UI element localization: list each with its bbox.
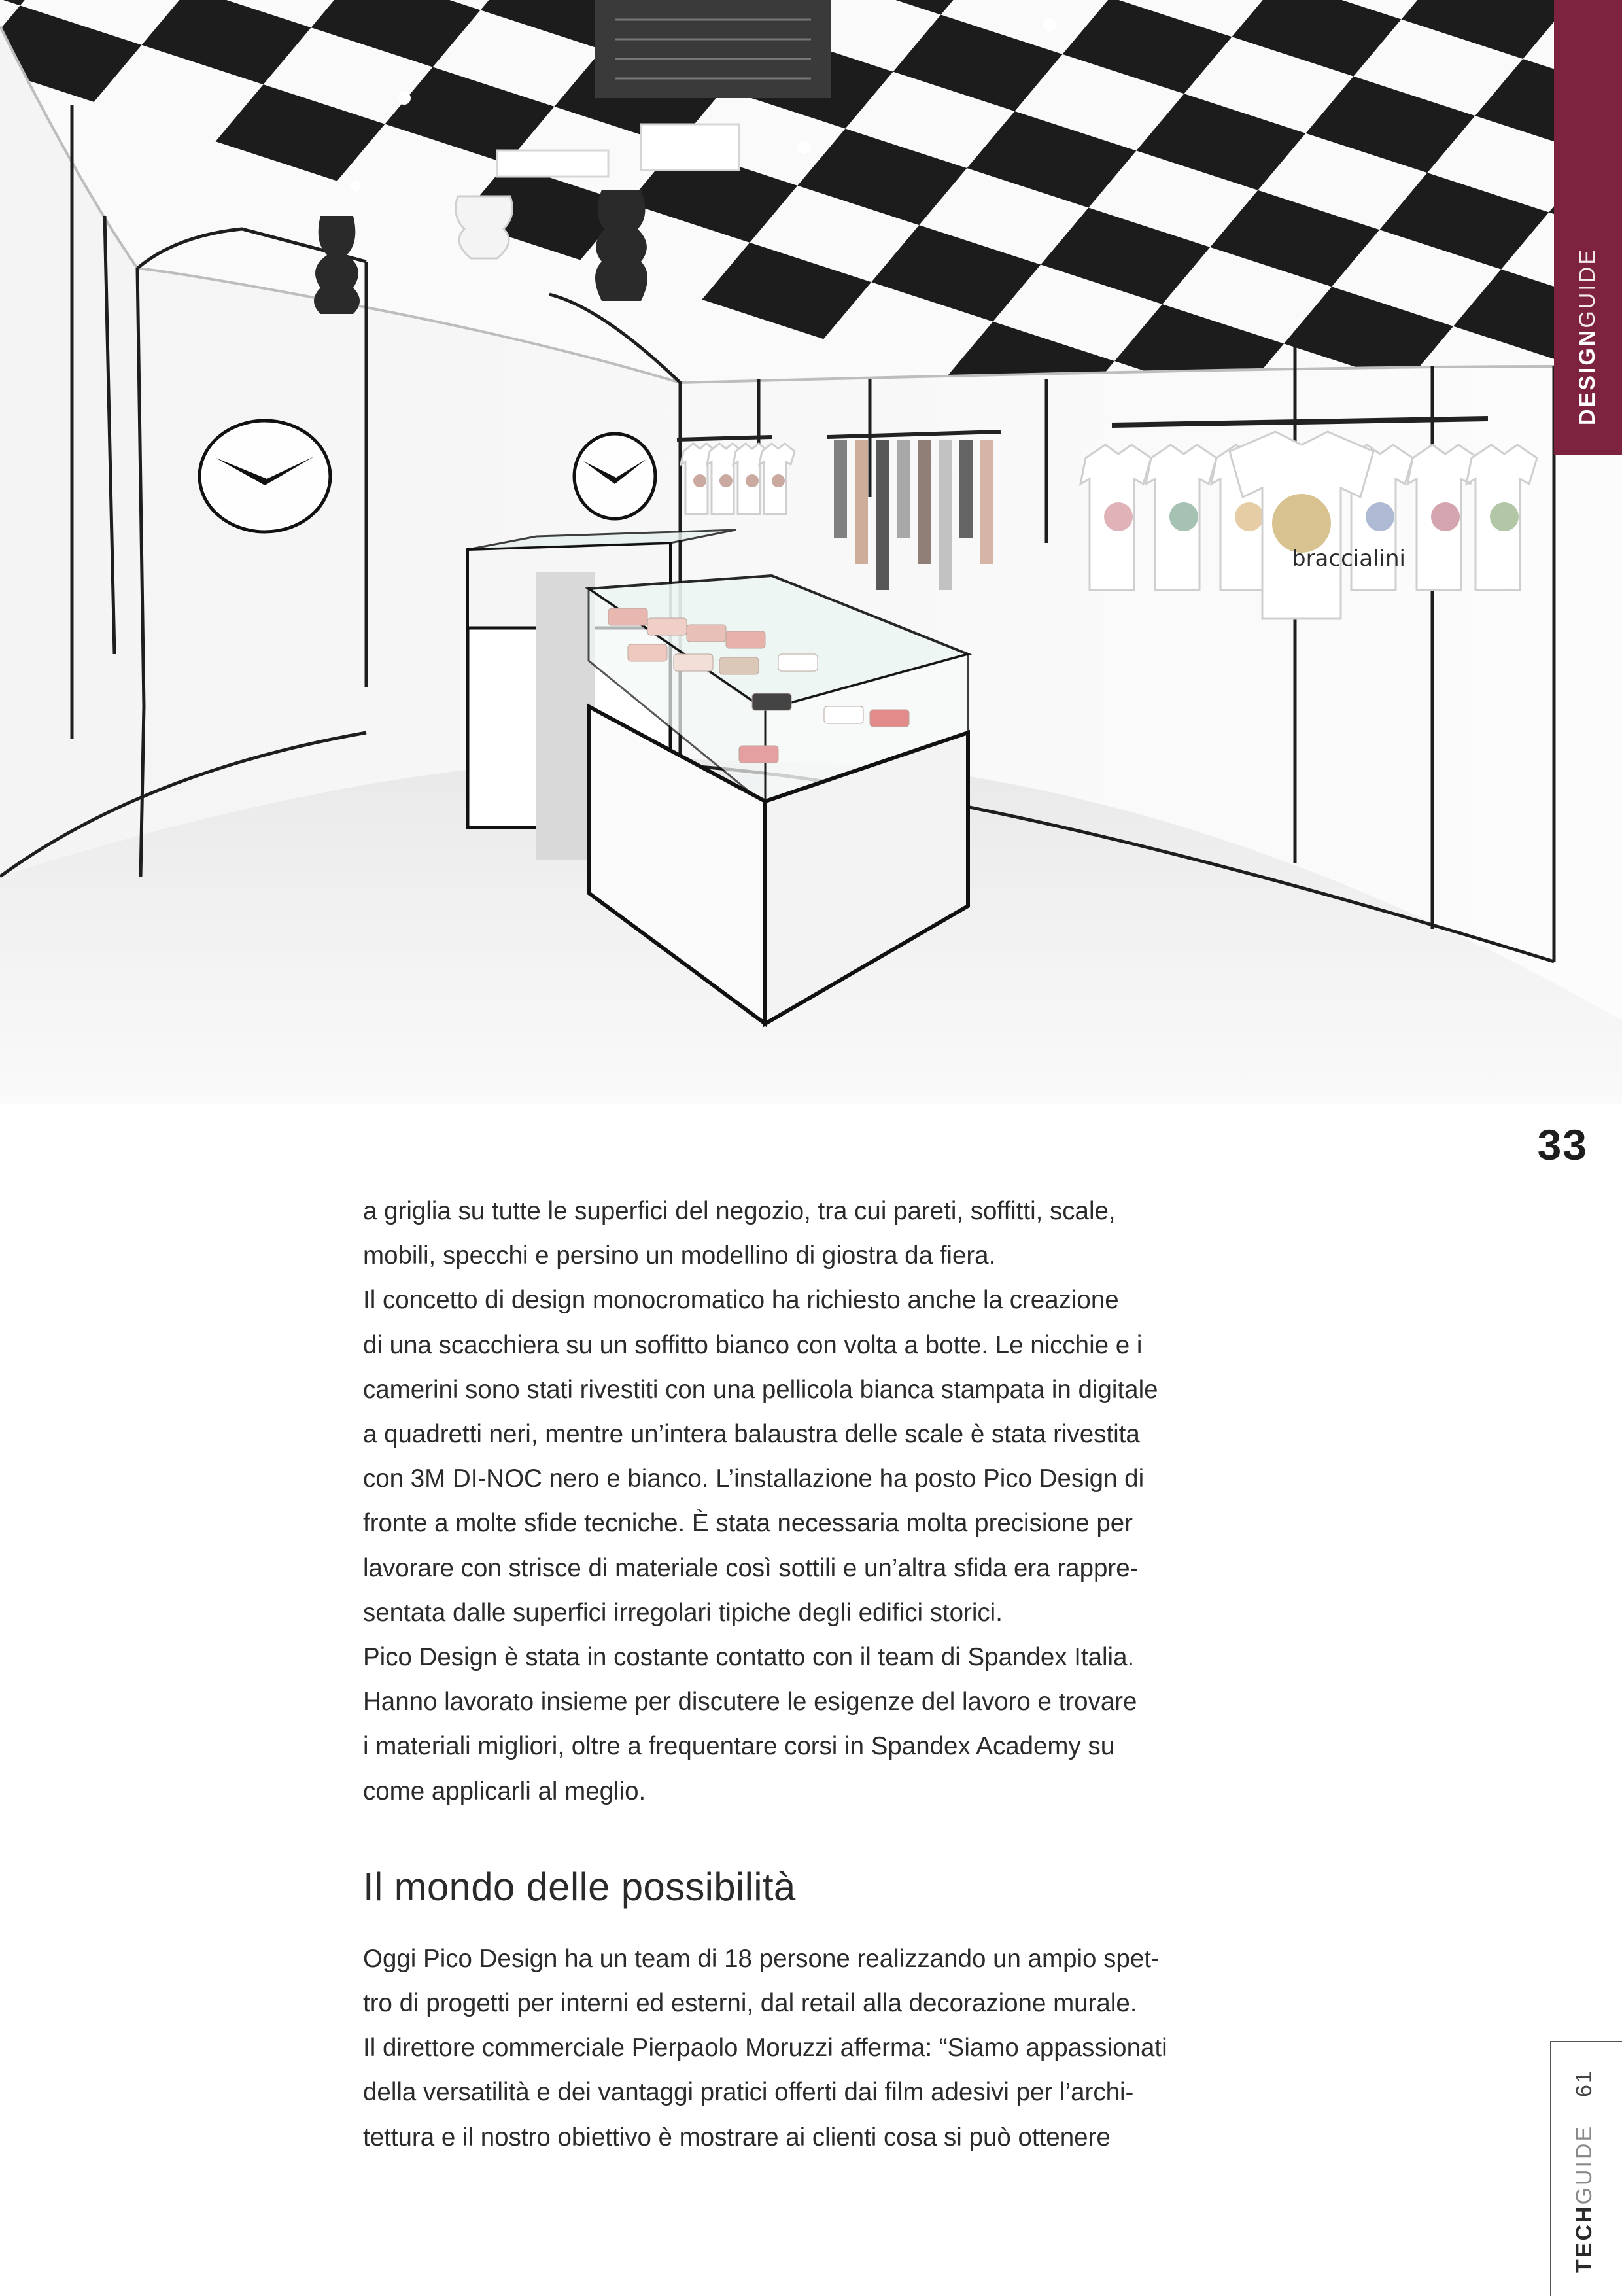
body-line: di una scacchiera su un soffitto bianco con volta a botte. Le nicchie e i [363,1331,1143,1359]
body-line: mobili, specchi e persino un modellino di giostra da fiera. [363,1242,996,1270]
wall-clock-right [574,434,655,519]
body-line: lavorare con strisce di materiale così sottili e un’altra sfida era rappre- [363,1554,1139,1582]
design-guide-label [1576,248,1598,425]
design-guide-light: GUIDE [1575,247,1600,328]
store-interior-photo [0,0,1622,1104]
body-line: tettura e il nostro obiettivo è mostrare ai clienti cosa si può ottenere [363,2123,1111,2151]
body-line: camerini sono stati rivestiti con una pellicola bianca stampata in digitale [363,1375,1158,1404]
design-guide-tab [1554,0,1622,455]
body-line: Oggi Pico Design ha un team di 18 persone realizzando un ampio spet- [363,1944,1160,1973]
body-line: come applicarli al meglio. [363,1777,646,1805]
body-line: a griglia su tutte le superfici del negozio, tra cui pareti, soffitti, scale, [363,1197,1116,1225]
body-line: con 3M DI-NOC nero e bianco. L’installazione ha posto Pico Design di [363,1465,1145,1493]
wall-clock-left [199,421,330,532]
brand-sign: braccialini [1292,546,1406,572]
body-line: Il concetto di design monocromatico ha richiesto anche la creazione [363,1286,1119,1315]
body-line: Il direttore commerciale Pierpaolo Moruzzi afferma: “Siamo appassionati [363,2034,1167,2062]
store-interior-illustration [0,0,1622,1104]
page-number: 33 [1537,1121,1588,1169]
article-body [363,1189,1207,2160]
body-line: della versatilità e dei vantaggi pratici offerti dai film adesivi per l’archi- [363,2078,1134,2107]
body-line: Pico Design è stata in costante contatto con il team di Spandex Italia. [363,1643,1135,1672]
tech-guide-label [1573,2125,1595,2273]
body-line: fronte a molte sfide tecniche. È stata necessaria molta precisione per [363,1509,1133,1538]
body-line: tro di progetti per interni ed esterni, dal retail alla decorazione murale. [363,1989,1137,2018]
section-heading: Il mondo delle possibilità [363,1864,796,1909]
tech-guide-bold: TECH [1572,2204,1596,2273]
body-line: a quadretti neri, mentre un’intera balaustra delle scale è stata rivestita [363,1420,1140,1449]
body-line: Hanno lavorato insieme per discutere le esigenze del lavoro e trovare [363,1688,1137,1716]
design-guide-bold: DESIGN [1575,328,1600,425]
body-line: sentata dalle superfici irregolari tipiche degli edifici storici. [363,1598,1003,1627]
body-paragraph-2 [363,1937,1207,2160]
body-line: i materiali migliori, oltre a frequentare corsi in Spandex Academy su [363,1732,1115,1761]
tech-guide-light: GUIDE [1572,2124,1596,2205]
body-paragraph-1 [363,1189,1207,1814]
folio-number: 61 [1572,2070,1596,2097]
